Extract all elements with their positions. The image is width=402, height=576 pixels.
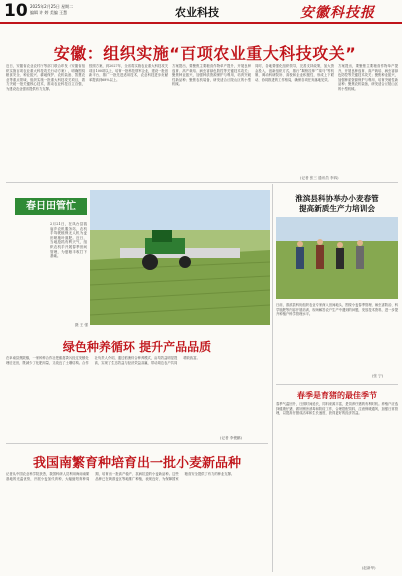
editor-credits: 编辑 许 婷 美编 王慧: [30, 10, 68, 15]
circular-farming-body: 在阜南县焦陂镇，一家种养合作社把畜禽粪污经过发酵处理后还田，既减少了化肥用量，又改良了土壤结构。合作社负责人介绍，通过稻渔综合种养模式，亩均效益明显提高，实现了生态效益与经济效益双赢，带动周边农户共同增收致富。: [6, 356, 200, 365]
lead-col-4: 同时，各地要强化组织领导，完善支持政策，加大资金投入，创新组织方式，推行“揭榜挂帅”“赛马”等机制，调动科研院所、高校和企业积极性，形成上下联动、协同推进的工作格局，确保各项任务落地见效。: [255, 64, 334, 82]
pig-rearing-body: 春季气温回升，日照时间延长，饲料来源丰富，是饲养仔猪的有利时机。养殖户应选择健康仔猪，做好圈舍消毒和防疫工作，合理搭配饲料，注意保暖通风，加强日常管理，以提高仔猪成活率和生长速度，获得更好的经济效益。: [276, 402, 398, 416]
divider: [6, 182, 398, 183]
pig-rearing-title: 春季是育猪的最佳季节: [297, 391, 377, 400]
masthead-rule: [0, 22, 402, 24]
page-number: 10: [4, 1, 28, 21]
tractor-field-image: [90, 190, 270, 325]
column-divider: [272, 184, 273, 572]
training-field-image: [276, 217, 398, 299]
photo-caption: 2月21日，在凤台县钱庙乡农机服务站，农机手驾驶植保无人机为麦田喷施叶面肥。近日，当地抢抓有利天气，组织农机手开展春季田间管理，为夏粮丰收打下基础。: [50, 222, 87, 259]
section-name: 农业科技: [175, 6, 219, 19]
pig-rearing-byline: (赵新华): [362, 566, 376, 570]
divider: [6, 443, 268, 444]
lead-col-1: 近日，安徽省农业农村厅等部门联合印发《安徽省组织实施百项农业重大科技攻关行动方案》，明确围绕粮食安全、种业振兴、耕地保护、农机装备、智慧农业等重点领域，组织实施一批重大科技攻关项目，着力突破一批关键核心技术，推动农业科技自立自强，为建设农业强省提供有力支撑。: [6, 64, 85, 91]
photo-credit: 摄 王 强: [75, 323, 89, 327]
wheat-breeding-body: 记者从中国农业科学院获悉，我国科研人员利用海南南繁基地的光温优势，开展小麦加代育种，大幅缩短育种周期，培育出一批高产稳产、抗病抗逆的小麦新品种。这些品种已在黄淮麦区等地推广种植，表现良好，为保障国家粮食安全提供了有力的种业支撑。: [6, 472, 235, 481]
right-story-title-2: 提高新质生产力培训会: [299, 204, 375, 213]
lead-headline: 安徽：组织实施“百项农业重大科技攻关”: [53, 44, 357, 63]
lead-col-3: 方案提出，要聚焦主要粮食作物单产提升，开展良种选育、高产栽培、病虫害绿色防控等关键技术攻关；聚焦种业振兴，加强种质资源保护与利用，培育突破性新品种；聚焦农机装备，研发适合丘陵山区的小型机械。: [172, 64, 251, 87]
training-photo: [276, 217, 398, 299]
lead-col-2: 按照方案，到2027年，全省将实施农业重大科技攻关项目100项以上，培育一批科技领军企业，建设一批创新平台，推广一批先进适用技术，农业科技进步贡献率提高到68%以上。: [89, 64, 168, 82]
circular-farming-title: 绿色种养循环 提升产品品质: [62, 340, 212, 354]
newspaper-logo: 安徽科技报: [300, 5, 375, 21]
right-story-body: 日前，淮滨县科协组织农业专家深入田间地头，围绕小麦春季管理、病虫害防治、科学施肥等内容开展培训，现场解答农户生产中遇到的问题，发放技术资料，进一步提升种植户科学管理水平。: [276, 303, 398, 317]
right-story-byline: (张 宁): [372, 374, 384, 378]
divider: [276, 384, 398, 385]
circular-farming-byline: (记者 李俊鹏): [220, 436, 242, 440]
lead-col-5: 方案提出，要聚焦主要粮食作物单产提升，开展良种选育、高产栽培、病虫害绿色防控等关键技术攻关；聚焦种业振兴，加强种质资源保护与利用，培育突破性新品种；聚焦农机装备，研发适合丘陵山区的小型机械。: [338, 64, 398, 91]
lead-byline: (记者 张三 通讯员 李四): [300, 176, 339, 180]
wheat-breeding-title: 我国南繁育种培育出一批小麦新品种: [32, 456, 241, 471]
issue-date: 2025年2月25日 星期二: [30, 4, 74, 9]
spring-field-banner: 春日田管忙: [15, 198, 87, 215]
tractor-photo: [90, 190, 270, 325]
right-story-title-1: 淮滨县科协举办小麦春管: [295, 194, 379, 203]
